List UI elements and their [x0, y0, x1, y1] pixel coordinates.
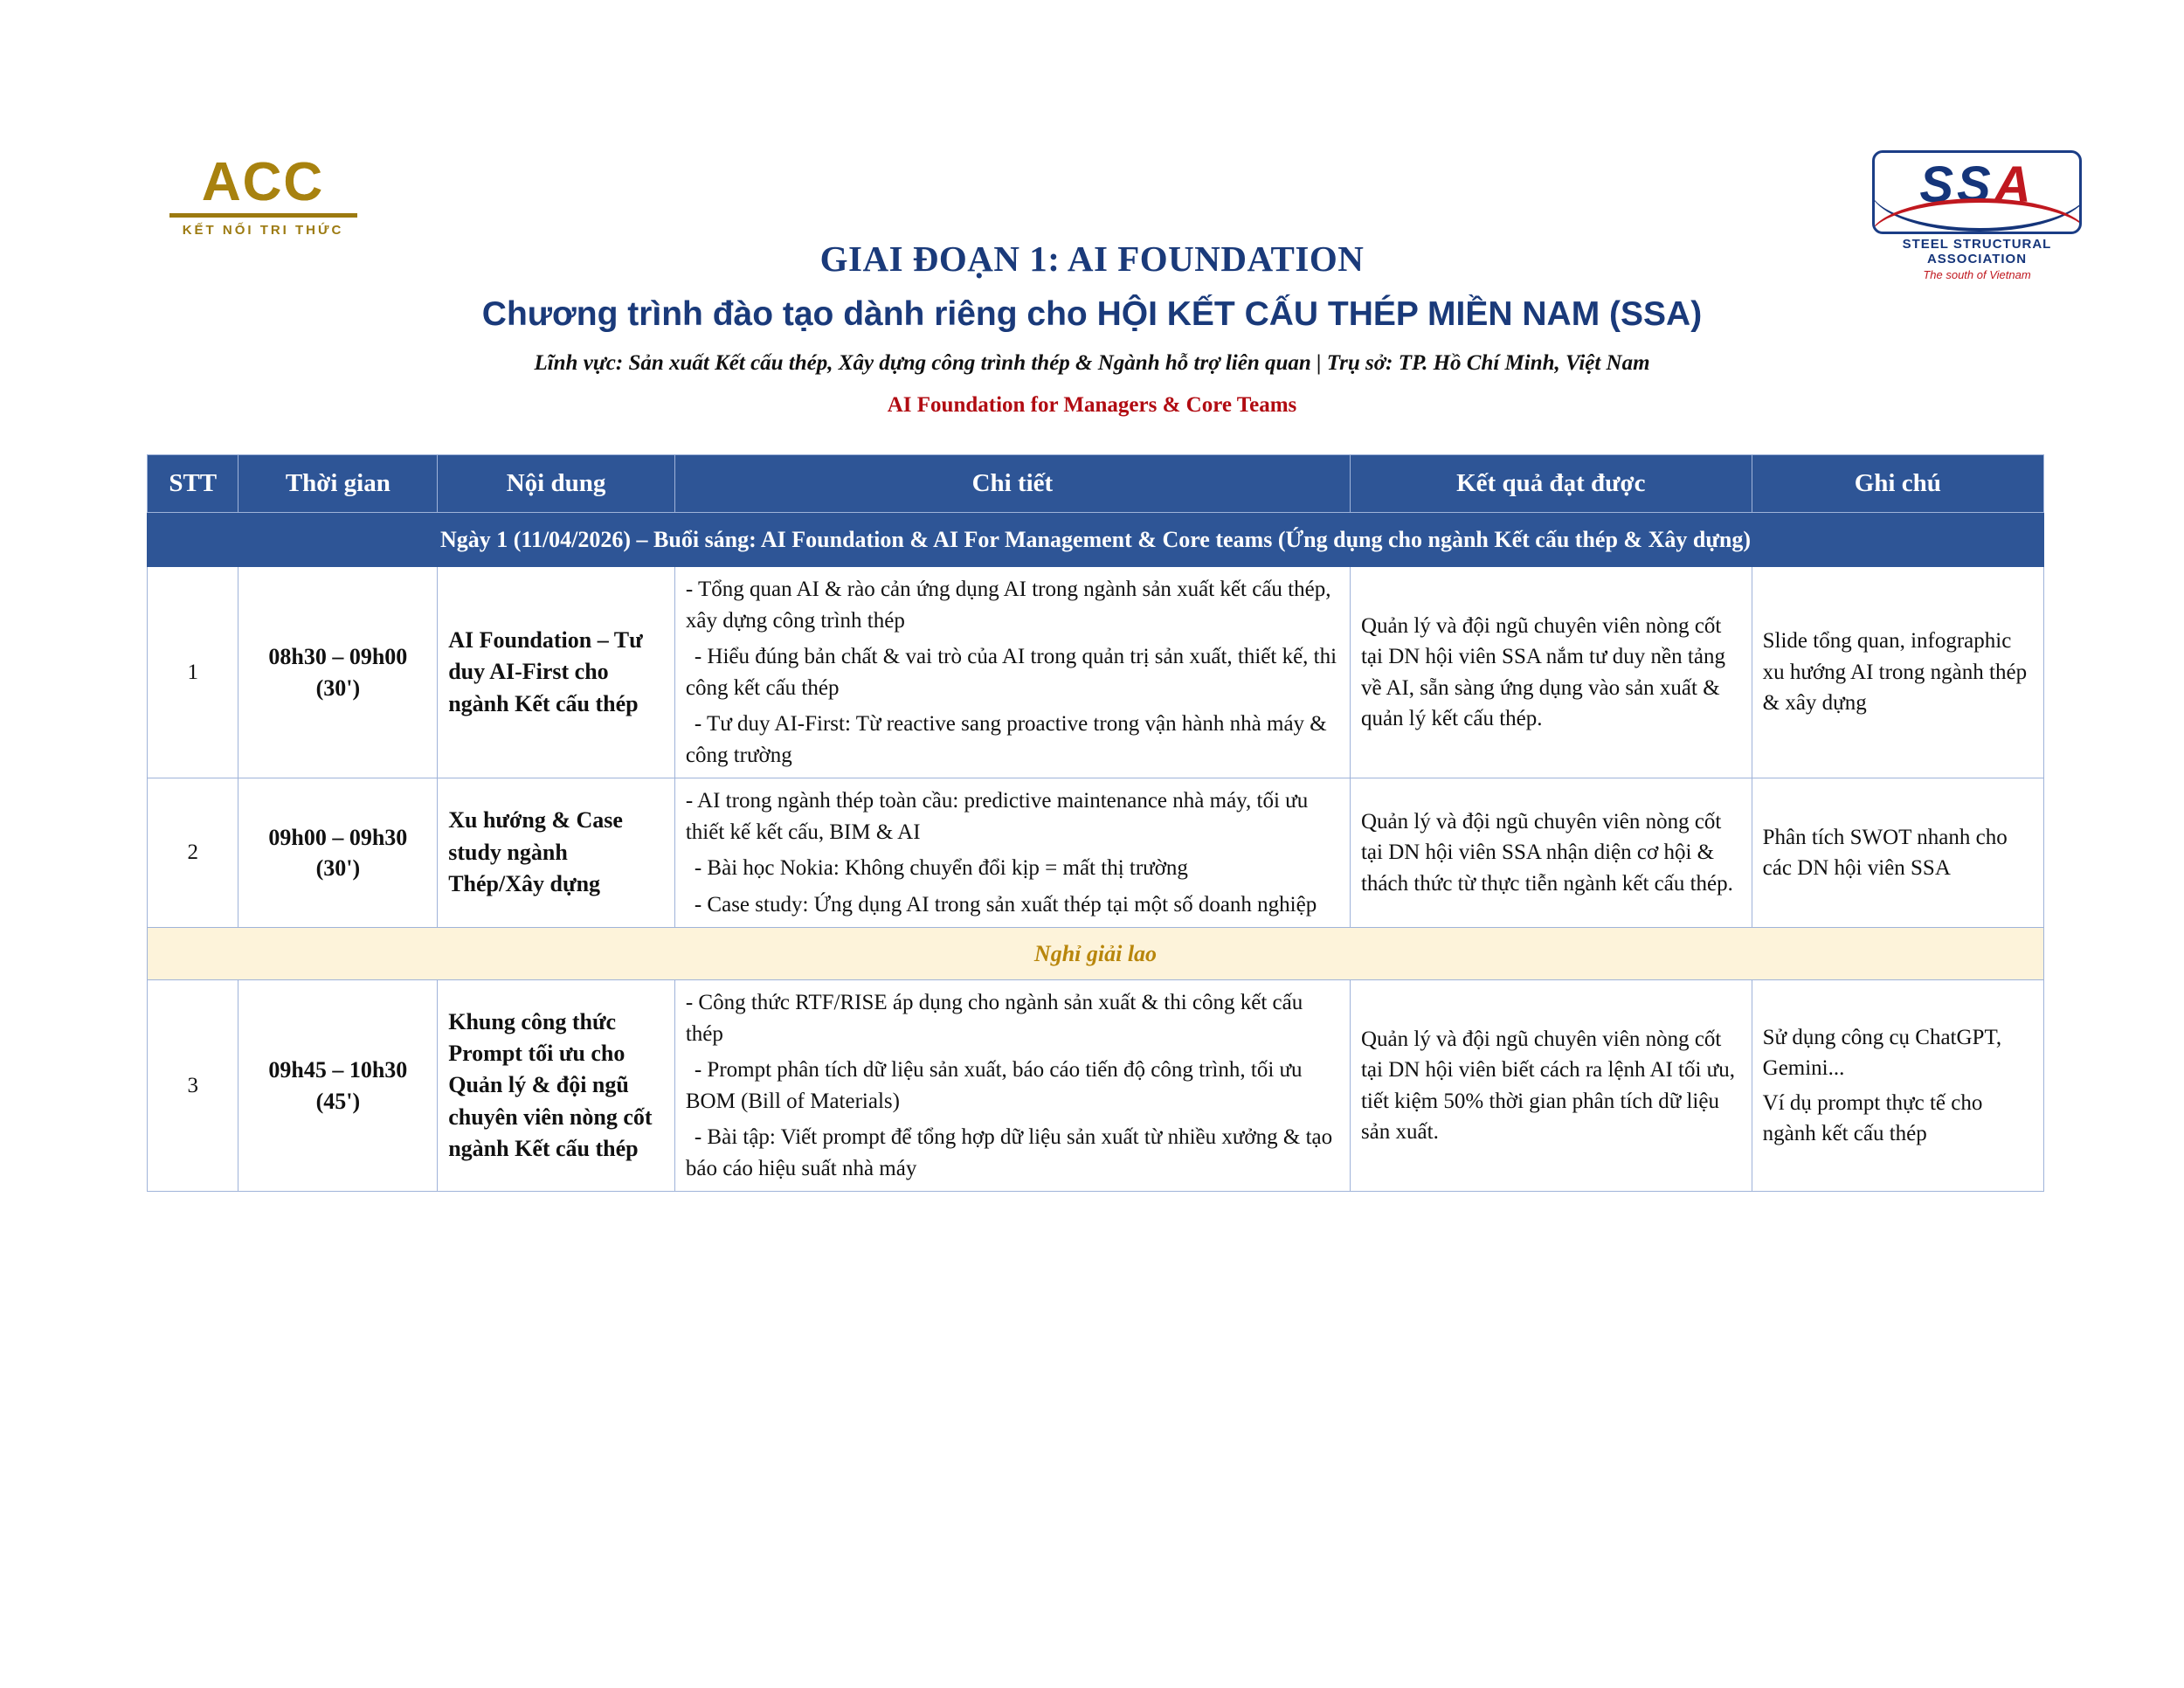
row-time-range: 09h45 – 10h30: [268, 1057, 408, 1083]
ssa-caption: STEEL STRUCTURAL ASSOCIATION: [1902, 237, 2052, 266]
row-result: Quản lý và đội ngũ chuyên viên nòng cốt tại DN hội viên biết cách ra lệnh AI tối ưu, tiết kiệm 50% thời gian phân tích dữ liệu sản xuất.: [1350, 980, 1752, 1192]
acc-logo: [162, 152, 363, 238]
column-header-time: Thời gian: [238, 455, 438, 513]
row-note: [1752, 980, 2043, 1192]
document-header: [0, 238, 2184, 418]
table-row: [148, 980, 2044, 1192]
agenda-table: [147, 454, 2044, 1192]
note-item: Slide tổng quan, infographic xu hướng AI trong ngành thép & xây dựng: [1762, 629, 2028, 716]
ssa-badge: [1872, 150, 2082, 234]
detail-item: - Bài tập: Viết prompt để tổng hợp dữ liệu sản xuất từ nhiều xưởng & tạo báo cáo hiệu suất nhà máy: [685, 1125, 1333, 1180]
detail-item: - Prompt phân tích dữ liệu sản xuất, báo cáo tiến độ công trình, tối ưu BOM (Bill of Materials): [685, 1058, 1303, 1113]
break-row: [148, 928, 2044, 980]
detail-item: - Bài học Nokia: Không chuyển đổi kịp = mất thị trường: [694, 856, 1188, 880]
row-time: [238, 980, 438, 1192]
row-detail: [674, 778, 1350, 928]
session-banner-label: Ngày 1 (11/04/2026) – Buổi sáng: AI Foundation & AI For Management & Core teams (Ứng dụng cho ngành Kết cấu thép & Xây dựng): [148, 513, 2044, 567]
row-note: [1752, 778, 2043, 928]
row-time: [238, 778, 438, 928]
detail-item: - AI trong ngành thép toàn cầu: predictive maintenance nhà máy, tối ưu thiết kế kết cấu, BIM & AI: [685, 789, 1309, 844]
table-row: [148, 567, 2044, 778]
table-row: [148, 778, 2044, 928]
page-title: GIAI ĐOẠN 1: AI FOUNDATION: [819, 239, 1365, 279]
detail-item: - Hiểu đúng bản chất & vai trò của AI trong quản trị sản xuất, thiết kế, thi công kết cấu thép: [685, 645, 1337, 700]
row-stt: 3: [148, 980, 238, 1192]
detail-item: - Tư duy AI-First: Từ reactive sang proactive trong vận hành nhà máy & công trường: [685, 712, 1327, 767]
note-item: Sử dụng công cụ ChatGPT, Gemini...: [1762, 1025, 2002, 1080]
row-detail: [674, 567, 1350, 778]
row-detail: [674, 980, 1350, 1192]
row-time-duration: (45'): [315, 1088, 361, 1114]
row-topic: Xu hướng & Case study ngành Thép/Xây dựng: [438, 778, 675, 928]
ssa-wordmark-a: A: [1994, 156, 2035, 213]
ssa-wordmark-ss: SS: [1919, 156, 1994, 213]
row-topic: Khung công thức Prompt tối ưu cho Quản lý & đội ngũ chuyên viên nòng cốt ngành Kết cấu thép: [438, 980, 675, 1192]
note-item: Phân tích SWOT nhanh cho các DN hội viên SSA: [1762, 825, 2008, 880]
detail-item: - Tổng quan AI & rào cản ứng dụng AI trong ngành sản xuất kết cấu thép, xây dựng công trình thép: [685, 578, 1331, 633]
column-header-note: Ghi chú: [1752, 455, 2043, 513]
row-time-range: 08h30 – 09h00: [268, 644, 408, 670]
acc-wordmark: ACC: [162, 156, 363, 210]
table-header-row: [148, 455, 2044, 513]
column-header-detail: Chi tiết: [674, 455, 1350, 513]
page-scope-line: Lĩnh vực: Sản xuất Kết cấu thép, Xây dựng công trình thép & Ngành hỗ trợ liên quan | Trụ sở: TP. Hồ Chí Minh, Việt Nam: [534, 351, 1650, 375]
acc-tagline: KẾT NỐI TRI THỨC: [182, 223, 344, 238]
column-header-stt: STT: [148, 455, 238, 513]
page-subtitle: Chương trình đào tạo dành riêng cho HỘI KẾT CẤU THÉP MIỀN NAM (SSA): [481, 295, 1703, 333]
row-result: Quản lý và đội ngũ chuyên viên nòng cốt tại DN hội viên SSA nhận diện cơ hội & thách thức từ thực tiễn ngành kết cấu thép.: [1350, 778, 1752, 928]
row-result: Quản lý và đội ngũ chuyên viên nòng cốt tại DN hội viên SSA nắm tư duy nền tảng về AI, sẵn sàng ứng dụng vào sản xuất & quản lý kết cấu thép.: [1350, 567, 1752, 778]
session-banner-row: [148, 513, 2044, 567]
column-header-result: Kết quả đạt được: [1350, 455, 1752, 513]
row-time-range: 09h00 – 09h30: [268, 824, 408, 850]
row-topic: AI Foundation – Tư duy AI-First cho ngành Kết cấu thép: [438, 567, 675, 778]
acc-logo-divider: [169, 213, 357, 218]
break-label: Nghỉ giải lao: [148, 928, 2044, 980]
row-time-duration: (30'): [315, 855, 361, 881]
page-track-line: AI Foundation for Managers & Core Teams: [887, 393, 1297, 417]
detail-item: - Công thức RTF/RISE áp dụng cho ngành sản xuất & thi công kết cấu thép: [685, 991, 1303, 1046]
row-time: [238, 567, 438, 778]
detail-item: - Case study: Ứng dụng AI trong sản xuất thép tại một số doanh nghiệp: [694, 892, 1317, 917]
row-time-duration: (30'): [315, 675, 361, 701]
row-stt: 1: [148, 567, 238, 778]
row-note: [1752, 567, 2043, 778]
row-stt: 2: [148, 778, 238, 928]
note-item: Ví dụ prompt thực tế cho ngành kết cấu thép: [1762, 1090, 1983, 1145]
column-header-topic: Nội dung: [438, 455, 675, 513]
ssa-subcaption: The south of Vietnam: [1923, 268, 2031, 281]
